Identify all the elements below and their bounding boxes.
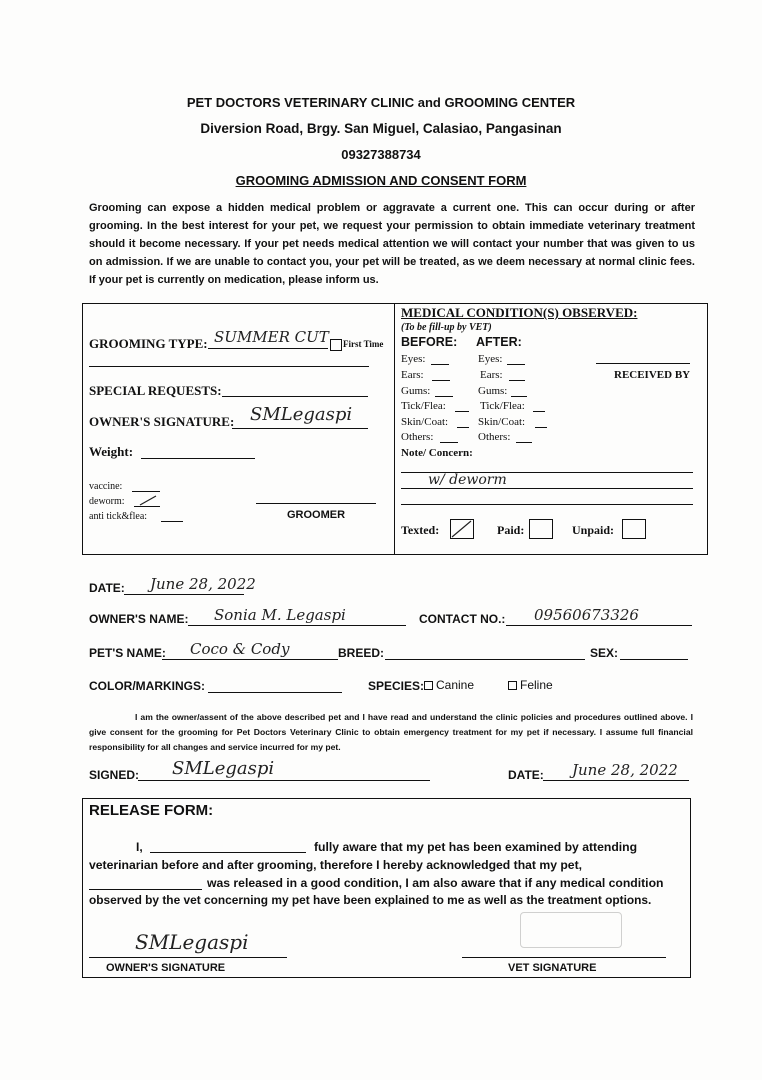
grooming-type-label: GROOMING TYPE: (89, 336, 208, 351)
species-label: SPECIES: (368, 679, 425, 693)
contact-label: CONTACT NO.: (419, 612, 506, 626)
texted-label: Texted: (401, 523, 440, 537)
signed-date-line (543, 780, 689, 781)
before-gums: Gums: (401, 385, 431, 397)
release-text-3: was released in a good condition, I am also aware that if any medical condition (207, 876, 664, 890)
clinic-address: Diversion Road, Brgy. San Miguel, Calasiao, Pangasinan (200, 121, 562, 136)
special-requests-label: SPECIAL REQUESTS: (89, 383, 222, 398)
unpaid-checkbox[interactable] (622, 519, 646, 539)
before-tick-flea: Tick/Flea: (401, 400, 446, 412)
breed-line[interactable] (385, 659, 585, 660)
owner-name-label: OWNER'S NAME: (89, 612, 189, 626)
release-owner-signature-label: OWNER'S SIGNATURE (106, 962, 226, 974)
groomer-label: GROOMER (287, 509, 346, 521)
vaccine-line[interactable] (132, 491, 160, 492)
after-ears: Ears: (480, 369, 503, 381)
before-ears: Ears: (401, 369, 424, 381)
before-gums-line[interactable] (435, 396, 453, 397)
first-time-label: First Time (343, 339, 384, 349)
signed-line (138, 780, 430, 781)
after-eyes-line[interactable] (507, 364, 525, 365)
owner-signature-label: OWNER'S SIGNATURE: (89, 414, 235, 429)
after-tick-flea: Tick/Flea: (480, 400, 525, 412)
after-gums: Gums: (478, 385, 508, 397)
note-line-2[interactable] (401, 488, 693, 489)
received-by-label: RECEIVED BY (614, 369, 691, 381)
after-others-line[interactable] (516, 442, 532, 443)
after-ears-line[interactable] (509, 380, 525, 381)
anti-tick-label: anti tick&flea: (89, 511, 148, 522)
after-others: Others: (478, 431, 511, 443)
before-others-line[interactable] (440, 442, 458, 443)
signed-date-label: DATE: (508, 768, 544, 782)
canine-label: Canine (436, 678, 475, 692)
medical-condition-title: MEDICAL CONDITION(S) OBSERVED: (401, 305, 638, 320)
groomer-line[interactable] (256, 503, 376, 504)
date-line (124, 594, 244, 595)
after-eyes: Eyes: (478, 353, 503, 365)
contact-value[interactable]: 09560673326 (534, 606, 639, 624)
vet-signature-line (462, 957, 666, 958)
before-others: Others: (401, 431, 434, 443)
before-skin-coat-line[interactable] (457, 427, 469, 428)
before-tick-flea-line[interactable] (455, 411, 469, 412)
grooming-type-value[interactable]: SUMMER CUT (214, 328, 329, 346)
note-concern-label: Note/ Concern: (401, 447, 473, 459)
note-line-3[interactable] (401, 504, 693, 505)
special-requests-line[interactable] (222, 396, 368, 397)
medical-condition-subtitle: (To be fill-up by VET) (401, 322, 492, 333)
signed-value[interactable]: SMLegaspi (172, 758, 275, 779)
texted-check-mark (450, 519, 474, 539)
before-eyes: Eyes: (401, 353, 426, 365)
clinic-phone: 09327388734 (341, 147, 421, 162)
signed-date-value[interactable]: June 28, 2022 (572, 761, 678, 779)
consent-paragraph: I am the owner/assent of the above described pet and I have read and understand the clinic policies and procedures outlined above. I give consent for the grooming for Pet Doctors Veterinary Clinic to obtain emergency treatment for my pet if necessary. I assume full financial responsibility for all changes and service incurred for my pet. (89, 712, 693, 752)
owner-name-line (188, 625, 406, 626)
after-skin-coat-line[interactable] (535, 427, 547, 428)
box-divider (394, 303, 395, 554)
owner-name-value[interactable]: Sonia M. Legaspi (214, 606, 346, 624)
date-value[interactable]: June 28, 2022 (150, 575, 256, 593)
release-owner-signature-value[interactable]: SMLegaspi (135, 930, 249, 954)
pet-name-line (162, 659, 338, 660)
deworm-line[interactable] (134, 506, 160, 507)
sex-label: SEX: (590, 646, 619, 660)
breed-label: BREED: (338, 646, 385, 660)
feline-label: Feline (520, 678, 553, 692)
intro-paragraph: Grooming can expose a hidden medical problem or aggravate a current one. This can occur during or after grooming. In the best interest for your pet, we request your permission to obtain immediate veterinary treatment should it become necessary. If your pet needs medical attention we will contact your number that was given to us on admission. If we are unable to contact you, your pet will be treated, as we deem necessary at normal clinic fees. If your pet is currently on medication, please inform us. (89, 202, 695, 286)
form-title: GROOMING ADMISSION AND CONSENT FORM (235, 173, 527, 188)
before-ears-line[interactable] (432, 380, 450, 381)
after-skin-coat: Skin/Coat: (478, 416, 526, 428)
before-label: BEFORE: (401, 335, 458, 349)
after-label: AFTER: (476, 335, 522, 349)
pet-name-label: PET'S NAME: (89, 646, 166, 660)
deworm-check-mark (138, 494, 158, 506)
first-time-checkbox[interactable] (330, 339, 342, 351)
release-pet-name-line[interactable] (89, 889, 202, 890)
clinic-name: PET DOCTORS VETERINARY CLINIC and GROOMING CENTER (186, 95, 576, 110)
owner-signature-line (232, 428, 368, 429)
release-owner-signature-line (89, 957, 287, 958)
release-owner-name-line[interactable] (150, 852, 306, 853)
release-text-2: veterinarian before and after grooming, therefore I hereby acknowledged that my pet, (89, 858, 583, 872)
release-text-1: fully aware that my pet has been examined by attending (314, 840, 638, 854)
after-tick-flea-line[interactable] (533, 411, 545, 412)
color-markings-label: COLOR/MARKINGS: (89, 679, 205, 693)
pet-name-value[interactable]: Coco & Cody (190, 640, 290, 658)
note-concern-value[interactable]: w/ deworm (428, 472, 507, 488)
anti-tick-line[interactable] (161, 521, 183, 522)
release-text-4: observed by the vet concerning my pet have been explained to me as well as the treatment options. (89, 893, 652, 907)
vet-stamp (520, 912, 622, 948)
after-gums-line[interactable] (511, 396, 527, 397)
date-label: DATE: (89, 581, 125, 595)
color-markings-line[interactable] (208, 692, 342, 693)
before-skin-coat: Skin/Coat: (401, 416, 449, 428)
vaccine-label: vaccine: (89, 481, 123, 492)
paid-label: Paid: (497, 523, 525, 537)
weight-label: Weight: (89, 444, 134, 459)
contact-line (506, 625, 692, 626)
grooming-type-line-2 (89, 366, 369, 367)
release-form-title: RELEASE FORM: (89, 802, 214, 819)
vet-signature-label: VET SIGNATURE (508, 962, 597, 974)
sex-line[interactable] (620, 659, 688, 660)
owner-signature-value[interactable]: SMLegaspi (250, 404, 353, 425)
grooming-type-line (208, 348, 328, 349)
unpaid-label: Unpaid: (572, 523, 615, 537)
before-eyes-line[interactable] (431, 364, 449, 365)
release-i-label: I, (136, 840, 143, 854)
paid-checkbox[interactable] (529, 519, 553, 539)
signed-label: SIGNED: (89, 768, 140, 782)
received-by-line[interactable] (596, 363, 690, 364)
canine-checkbox[interactable] (424, 681, 433, 690)
weight-line[interactable] (141, 458, 255, 459)
deworm-label: deworm: (89, 496, 125, 507)
feline-checkbox[interactable] (508, 681, 517, 690)
